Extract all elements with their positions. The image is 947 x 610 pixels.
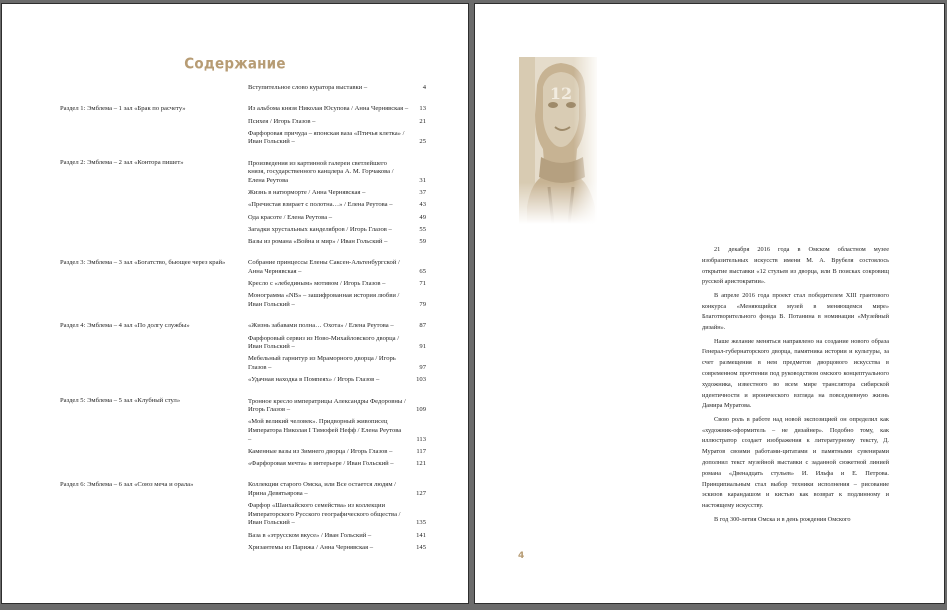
toc-entry-title: Мебельный гарнитур из Мраморного дворца / Игорь (248, 355, 396, 363)
toc-line (248, 398, 426, 407)
toc-line (248, 201, 426, 210)
toc-section: Раздел 1: Эмблема – 1 зал «Брак по расчету» (60, 104, 186, 112)
toc-line (248, 259, 426, 268)
toc-page-number: 21 (419, 117, 426, 125)
toc-entry-title: Монограмма «NB» – зашифрованная история любви / (248, 292, 400, 300)
toc-entry (248, 280, 426, 289)
toc-page-number: 117 (416, 447, 426, 455)
toc-entry-title: Из альбома князя Николая Юсупова / Анна Чернявская – (248, 105, 409, 113)
toc-entry (248, 105, 426, 114)
toc-line (248, 544, 426, 553)
toc-line (248, 427, 426, 436)
body-paragraph: Свою роль в работе над новой экспозицией он определил как «художник-оформитель – не дизайнер». Подобно тому, как иллюстратор создает изображения к литературному тексту, Д. Муратов своими работами-цитатами и памятными сувенирами дополнил текст музейной выставки с заданной сюжетной линией романа «Двенадцать стульев» И. Ильфа и Е. Петрова. Принципиальным стал выбор техники исполнения – рисование эскизов карандашом и кистью как возврат к подлинному и настоящему искусству. (702, 415, 889, 510)
toc-entry-title: Иван Гольский – (248, 138, 295, 146)
toc-line (248, 490, 426, 499)
toc-line (248, 335, 426, 344)
toc-entry-title: «Пречистая взирает с полотна…» / Елена Реутова – (248, 201, 393, 209)
toc-entry-title: Тронное кресло императрицы Александры Федоровны / (248, 397, 406, 405)
toc-line (248, 214, 426, 223)
toc-page-number: 25 (419, 138, 426, 146)
toc-page-number: 13 (419, 105, 426, 113)
toc-line (248, 105, 426, 114)
toc-line (248, 343, 426, 352)
toc-entry (248, 376, 426, 385)
toc-line (248, 84, 426, 93)
toc-entry (248, 502, 426, 528)
toc-entry-title: – (248, 435, 252, 443)
toc-line (248, 364, 426, 373)
toc-line (248, 511, 426, 520)
toc-line (248, 160, 426, 169)
toc-entry-title: «Удачная находка в Помпеях» / Игорь Глазов – (248, 376, 380, 384)
toc-page-number: 65 (419, 267, 426, 275)
toc-line (248, 118, 426, 127)
toc-line (248, 322, 426, 331)
toc-entry (248, 84, 426, 93)
toc-page-number: 113 (416, 435, 426, 443)
toc-page-number: 49 (419, 213, 426, 221)
toc-line (248, 519, 426, 528)
toc-entry-title: Иван Гольский – (248, 300, 295, 308)
toc-page-number: 145 (416, 543, 426, 551)
toc-page-number: 43 (419, 201, 426, 209)
toc-entry (248, 118, 426, 127)
toc-entry-title: «Фарфоровая мечта» в интерьере / Иван Гольский – (248, 460, 394, 467)
toc-entry (248, 532, 426, 541)
text-page (475, 4, 944, 603)
toc-page-number: 121 (416, 460, 426, 467)
toc-page-number: 55 (419, 225, 426, 233)
toc-entry (248, 322, 426, 331)
toc-page-number: 141 (416, 531, 426, 539)
toc-entry-title: Ваза в «этрусском вкусе» / Иван Гольский – (248, 531, 372, 539)
toc-line (248, 502, 426, 511)
toc-line (248, 448, 426, 457)
toc-entry (248, 214, 426, 223)
toc-page-number: 79 (419, 300, 426, 308)
body-text (702, 245, 889, 528)
toc-line (248, 301, 426, 310)
toc-page-number: 59 (419, 238, 426, 245)
toc-entry (248, 189, 426, 198)
toc-entry (248, 201, 426, 210)
toc-line (248, 177, 426, 186)
body-paragraph: В апреле 2016 года проект стал победителем XIII грантового конкурса «Меняющийся музей в меняющемся мире» Благотворительного фонда В. Потанина в номинации «Музейный дизайн». (702, 291, 889, 332)
toc-entry (248, 259, 426, 276)
toc-page-number: 127 (416, 489, 426, 497)
toc-entry-title: Иван Гольский – (248, 343, 295, 351)
toc-page-number: 31 (419, 176, 426, 184)
toc-page-number: 135 (416, 519, 426, 527)
toc-entry-title: Императорского Русского географического общества / (248, 510, 401, 518)
toc-page-number: 71 (419, 280, 426, 288)
toc-entry-title: Собрание принцессы Елены Саксен-Альтенбургской / (248, 259, 400, 267)
portrait-illustration (519, 57, 597, 224)
toc-entry-title: Ирина Девятьярова – (248, 489, 308, 497)
toc-line (248, 532, 426, 541)
toc-line (248, 292, 426, 301)
toc-entry (248, 130, 426, 147)
toc-entry-title: Императора Николая I Тимофей Нефф / Елена Реутова (248, 426, 402, 434)
toc-line (248, 355, 426, 364)
toc-page (2, 4, 468, 603)
toc-entry (248, 226, 426, 235)
toc-section: Раздел 2: Эмблема – 2 зал «Контора пишет» (60, 159, 184, 167)
toc-entry-title: Фарфор «Шанхайского семейства» из коллекции (248, 502, 386, 510)
toc-entry-title: Кресло с «лебединым» мотивом / Игорь Глазов – (248, 280, 386, 288)
toc-entry (248, 544, 426, 553)
toc-line (248, 238, 426, 247)
toc-entry (248, 481, 426, 498)
toc-page-number: 4 (422, 84, 426, 91)
toc-entry-title: Елена Реутова (248, 176, 289, 184)
toc-entry-title: Игорь Глазов – (248, 406, 291, 414)
toc-page-number: 87 (419, 322, 426, 330)
toc-line (248, 168, 426, 177)
toc-page-number: 109 (416, 406, 426, 414)
toc-section: Раздел 6: Эмблема – 6 зал «Союз меча и орала» (60, 480, 194, 488)
toc-entry-title: Анна Чернявская – (248, 267, 302, 275)
body-paragraph: В год 300-летия Омска и в день рождения Омского (714, 515, 851, 523)
toc-line (248, 460, 426, 469)
toc-entry-title: Вазы из романа «Война и мир» / Иван Гольский – (248, 238, 388, 245)
toc-line (248, 130, 426, 139)
toc-entry-title: «Жизнь забавами полна… Охота» / Елена Реутова – (248, 322, 394, 330)
body-paragraph: Наше желание меняться направлено на создание нового образа Генерал-губернаторского дворца, памятника истории и культуры, за счет размещения в нем предметов дворцового искусства в современном прочтении под руководством омского концептуального художника, известного во всем мире транслятора сибирской идентичности и иронического взгляда на повседневную жизнь Дамира Муратова. (702, 337, 889, 410)
toc-line (248, 481, 426, 490)
toc-entry-title: Жизнь в натюрморте / Анна Чернявская – (248, 189, 366, 197)
toc-entry (248, 292, 426, 309)
toc-entry-title: Вступительное слово куратора выставки – (248, 84, 368, 91)
toc-line (248, 138, 426, 147)
toc-entry-title: Глазов – (248, 363, 272, 371)
body-paragraph: 21 декабря 2016 года в Омском областном музее изобразительных искусств имени М. А. Врубеля состоялось открытие выставки «12 стульев из дворца, или В поисках сокровищ русской аристократии». (702, 246, 889, 286)
toc-section: Раздел 5: Эмблема – 5 зал «Клубный стул» (60, 396, 181, 404)
toc-entry-title: Каменные вазы из Зимнего дворца / Игорь Глазов – (248, 447, 393, 455)
toc-entry-title: Коллекции старого Омска, или Все остается людям / (248, 481, 396, 489)
toc-entry (248, 448, 426, 457)
toc-entry (248, 418, 426, 444)
toc-section: Раздел 4: Эмблема – 4 зал «По долгу службы» (60, 321, 190, 329)
toc-entry-title: Фарфоровая причуда – японская ваза «Птичья клетка» / (248, 129, 405, 137)
toc-line (248, 280, 426, 289)
toc-line (248, 406, 426, 415)
toc-title: Содержание (184, 55, 286, 73)
toc-entry-title: Фарфоровый сервиз из Ново-Михайловского дворца / (248, 334, 400, 342)
toc-entry (248, 398, 426, 415)
toc-line (248, 376, 426, 385)
toc-entry (248, 460, 426, 469)
toc-page-number: 91 (419, 343, 426, 351)
toc-entry (248, 160, 426, 186)
toc-line (248, 436, 426, 445)
toc-entry (248, 335, 426, 352)
toc-entry (248, 355, 426, 372)
toc-section: Раздел 3: Эмблема – 3 зал «Богатство, бьющее через край» (60, 258, 226, 266)
toc-entry (248, 238, 426, 247)
toc-entry-title: Психея / Игорь Глазов – (248, 117, 316, 125)
toc-line (248, 226, 426, 235)
toc-entry-title: князя, государственного канцлера А. М. Горчакова / (248, 168, 394, 176)
toc-entry-title: Загадки хрустальных канделябров / Игорь Глазов – (248, 225, 392, 233)
toc-line (248, 418, 426, 427)
toc-entry-title: Иван Гольский – (248, 519, 295, 527)
toc-line (248, 268, 426, 277)
toc-entry-title: Произведения из картинной галереи светлейшего (248, 159, 387, 167)
toc-entry-title: Хризантемы из Парижа / Анна Чернявская – (248, 543, 374, 551)
toc-page-number: 103 (416, 376, 426, 384)
toc-line (248, 189, 426, 198)
page-number: 4 (518, 551, 525, 561)
toc-page-number: 97 (419, 363, 426, 371)
toc-page-number: 37 (419, 189, 426, 197)
toc-entry-title: Ода красоте / Елена Реутова – (248, 213, 333, 221)
toc-entry-title: «Мой великий человек». Придворный живописец (248, 418, 388, 426)
